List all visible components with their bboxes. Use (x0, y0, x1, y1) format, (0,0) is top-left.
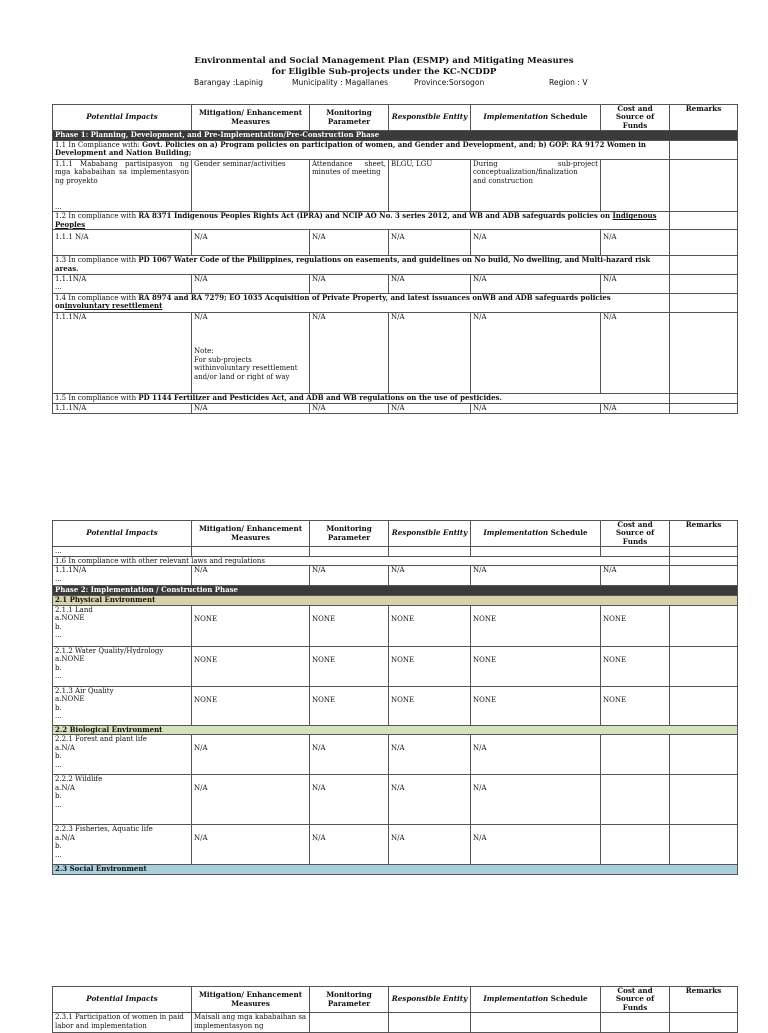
document-title: Environmental and Social Management Plan (ESMP) and Mitigating Measures (194, 56, 574, 66)
table-row: ... (53, 547, 738, 557)
header-responsible: Responsible Entity (389, 521, 471, 547)
section-1-3-row: 1.3 In compliance with PD 1067 Water Code of the Philippines, regulations on easements, and guidelines on No build, No dwelling, and Multi-hazard risk areas. (53, 256, 738, 274)
table-row: 1.1.1N/A N/A N/A N/A N/A N/A (53, 403, 738, 413)
barangay-label: Barangay :Lapinig (194, 78, 263, 87)
esmp-table-page1 (52, 104, 738, 414)
header-monitoring: Monitoring Parameter (310, 521, 389, 547)
mitigation-cell: Gender seminar/activities (192, 159, 310, 211)
section-2-3-row: 2.3 Social Environment (53, 865, 738, 875)
section-1-1-row: 1.1 In Compliance with: Govt. Policies on a) Program policies on participation of women, and Gender and Development, and; b) GOP: RA 9172 Women in Development and Nation Building; (53, 140, 738, 159)
header-potential-impacts: Potential Impacts (53, 987, 192, 1013)
document-subtitle: for Eligible Sub-projects under the KC-NCDDP (271, 67, 497, 77)
section-2-1-row: 2.1 Physical Environment (53, 596, 738, 606)
province-label: Province:Sorsogon (414, 78, 485, 87)
header-implementation-schedule: Implementation Schedule (471, 521, 601, 547)
esmp-table-page2 (52, 520, 738, 875)
table-row: 1.1.1N/A ... N/A N/A N/A N/A N/A (53, 566, 738, 586)
table-row (53, 159, 738, 211)
header-monitoring: Monitoring Parameter (310, 987, 389, 1013)
header-responsible: Responsible Entity (389, 987, 471, 1013)
phase-1-row: Phase 1: Planning, Development, and Pre-Implementation/Pre-Construction Phase (53, 131, 738, 141)
table-row: 1.1.1 N/A N/A N/A N/A N/A N/A (53, 230, 738, 256)
table-row: 1.1.1N/A N/A Note: For sub-projects withinvoluntary resettlement and/or land or right of way N/A N/A N/A N/A (53, 312, 738, 393)
header-cost: Cost and Source of Funds (601, 105, 670, 131)
table-header-row (53, 521, 738, 547)
table-row: 1.1.1N/A ... N/A N/A N/A N/A N/A (53, 274, 738, 293)
section-1-4-row: 1.4 In compliance with RA 8974 and RA 7279; EO 1035 Acquisition of Private Property, and latest issuances onWB and ADB safeguards policies oninvoluntary resettlement (53, 293, 738, 312)
table-header-row (53, 987, 738, 1013)
header-cost: Cost and Source of Funds (601, 987, 670, 1013)
table-row: 2.2.1 Forest and plant life a.N/A b. ... N/A N/A N/A N/A (53, 735, 738, 775)
impact-cell: 1.1.1 Mababang partisipasyon ng mga kababaihan sa implementasyon ng proyekto ... (53, 159, 192, 211)
header-potential-impacts: Potential Impacts (53, 521, 192, 547)
header-cost: Cost and Source of Funds (601, 521, 670, 547)
phase-2-row: Phase 2: Implementation / Construction Phase (53, 586, 738, 596)
esmp-table-page3 (52, 986, 738, 1033)
header-implementation-schedule: Implementation Schedule (471, 987, 601, 1013)
header-mitigation: Mitigation/ Enhancement Measures (192, 105, 310, 131)
responsible-cell: BLGU, LGU (389, 159, 471, 211)
table-row: 2.3.1 Participation of women in paid labor and implementation Maisali ang mga kababaihan sa implementasyon ng (53, 1013, 738, 1033)
header-remarks: Remarks (670, 521, 738, 547)
table-row: 2.2.3 Fisheries, Aquatic life a.N/A b. ... N/A N/A N/A N/A (53, 825, 738, 865)
header-responsible: Responsible Entity (389, 105, 471, 131)
section-2-2-row: 2.2 Biological Environment (53, 725, 738, 735)
header-mitigation: Mitigation/ Enhancement Measures (192, 521, 310, 547)
table-row: 2.1.2 Water Quality/Hydrology a.NONE b. ... NONE NONE NONE NONE NONE (53, 646, 738, 686)
table-row: 2.1.1 Land a.NONE b. ... NONE NONE NONE NONE NONE (53, 605, 738, 646)
header-potential-impacts: Potential Impacts (53, 105, 192, 131)
monitoring-cell: Attendance sheet, minutes of meeting (310, 159, 389, 211)
table-row: 2.1.3 Air Quality a.NONE b. ... NONE NONE NONE NONE NONE (53, 686, 738, 725)
header-remarks: Remarks (670, 987, 738, 1013)
table-row: 2.2.2 Wildlife a.N/A b. ... N/A N/A N/A N/A (53, 775, 738, 825)
section-1-6-row: 1.6 In compliance with other relevant laws and regulations (53, 556, 738, 566)
header-remarks: Remarks (670, 105, 738, 131)
header-monitoring: Monitoring Parameter (310, 105, 389, 131)
region-label: Region : V (549, 78, 588, 87)
section-1-2-row: 1.2 In compliance with RA 8371 Indigenous Peoples Rights Act (IPRA) and NCIP AO No. 3 series 2012, and WB and ADB safeguards policies on Indigenous Peoples (53, 212, 738, 230)
municipality-label: Municipality : Magallanes (292, 78, 389, 87)
header-mitigation: Mitigation/ Enhancement Measures (192, 987, 310, 1013)
table-header-row (53, 105, 738, 131)
schedule-cell: During sub-project conceptualization/finalization and construction (471, 159, 601, 211)
header-implementation-schedule: Implementation Schedule (471, 105, 601, 131)
section-1-5-row: 1.5 In compliance with PD 1144 Fertilizer and Pesticides Act, and ADB and WB regulations on the use of pesticides. (53, 393, 738, 403)
